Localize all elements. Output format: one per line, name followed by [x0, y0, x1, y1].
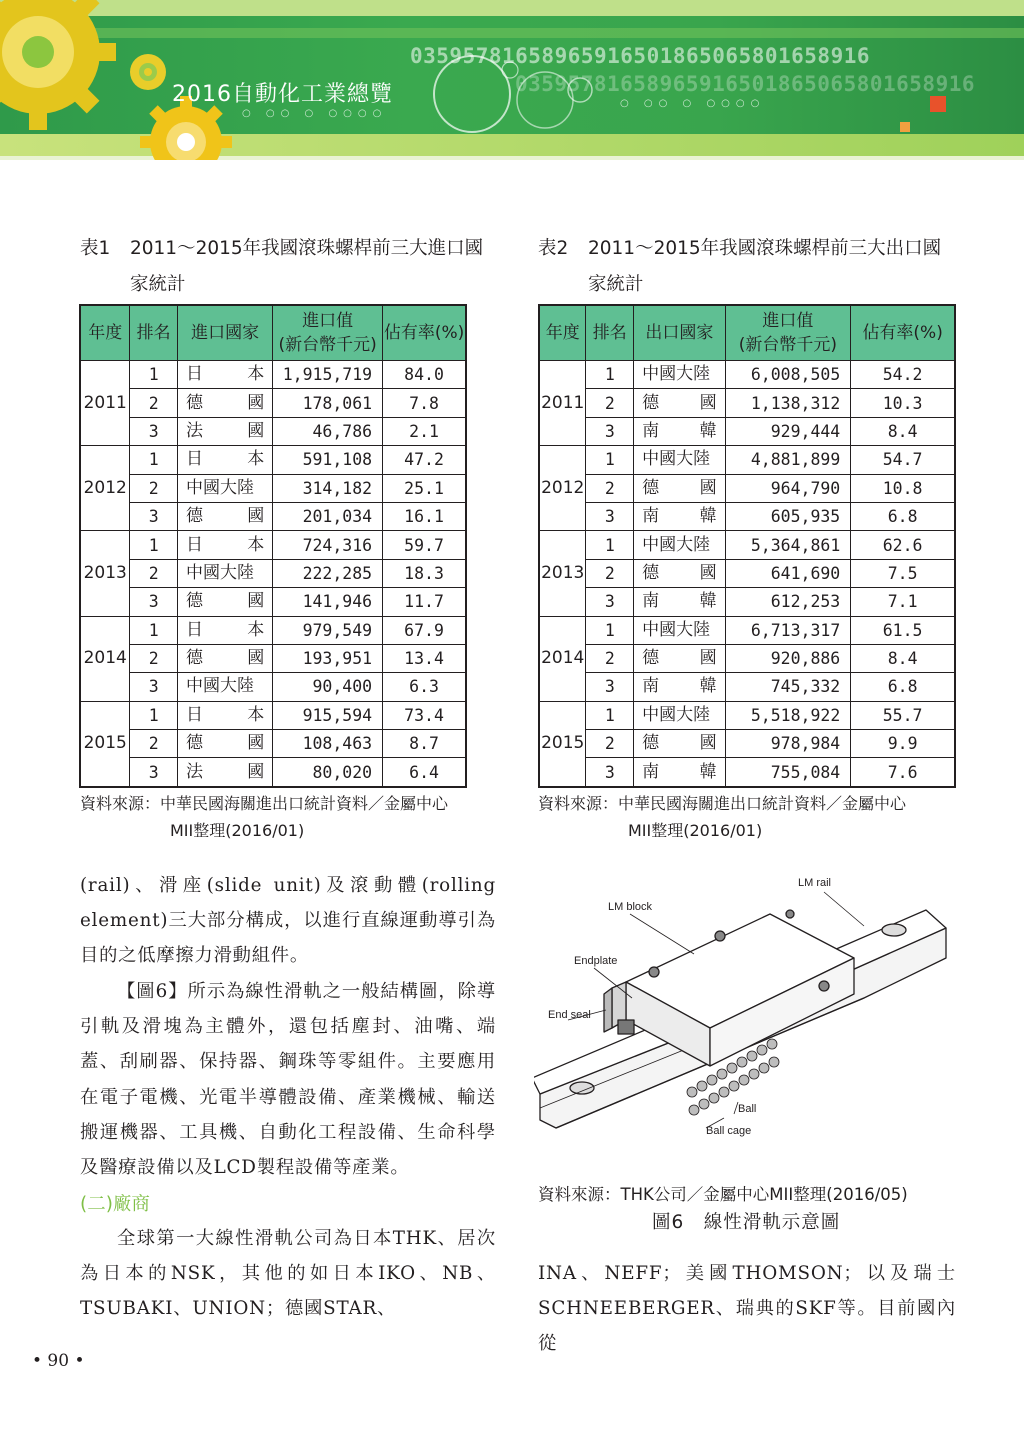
section-heading-vendors: (二)廠商	[80, 1194, 150, 1215]
banner-digits-1: 0359578165896591650186506580165891​6	[410, 44, 871, 68]
country-cell: 德 國	[634, 559, 725, 587]
label-end-seal: End seal	[548, 1009, 591, 1021]
share-cell: 54.7	[851, 446, 955, 474]
country-cell: 德 國	[177, 644, 272, 672]
rank-cell: 2	[130, 644, 178, 672]
value-cell: 90,400	[273, 673, 383, 701]
table-row	[80, 361, 466, 389]
table1-source	[80, 790, 448, 844]
country-cell: 南 韓	[634, 588, 725, 616]
table-row	[80, 531, 466, 559]
header-value-line1: 進口值	[302, 311, 354, 331]
table-row	[539, 417, 955, 445]
value-cell: 6,008,505	[725, 361, 851, 389]
rank-cell: 3	[586, 588, 634, 616]
table-row	[539, 502, 955, 530]
value-cell: 178,061	[273, 389, 383, 417]
year-cell: 2012	[539, 446, 586, 531]
header-rank: 排名	[130, 305, 178, 361]
year-cell: 2013	[539, 531, 586, 616]
country-cell: 南 韓	[634, 673, 725, 701]
year-cell: 2011	[80, 361, 130, 446]
country-cell: 日 本	[177, 361, 272, 389]
label-ball-cage: Ball cage	[706, 1125, 752, 1137]
table1-source-line1: 資料來源：中華民國海關進出口統計資料／金屬中心	[80, 794, 449, 813]
body-paragraph-4: INA、NEFF；美國THOMSON；以及瑞士SCHNEEBERGER、瑞典的SKF等。目前國內從	[538, 1263, 956, 1355]
share-cell: 6.8	[851, 502, 955, 530]
year-cell: 2015	[80, 701, 130, 787]
table2-source-line2: MII整理(2016/01)	[628, 821, 763, 840]
rank-cell: 2	[130, 474, 178, 502]
share-cell: 6.3	[383, 673, 466, 701]
rank-cell: 3	[130, 588, 178, 616]
linear-guide-diagram	[534, 870, 960, 1170]
header-share: 佔有率(%)	[383, 305, 466, 361]
table-row	[539, 644, 955, 672]
table-row	[539, 389, 955, 417]
table1-caption-num: 表1	[80, 238, 111, 259]
rank-cell: 3	[586, 502, 634, 530]
country-cell: 中國大陸	[634, 616, 725, 644]
value-cell: 201,034	[273, 502, 383, 530]
figure-caption: 圖6 線性滑軌示意圖	[652, 1212, 841, 1233]
rank-cell: 2	[586, 730, 634, 758]
share-cell: 67.9	[383, 616, 466, 644]
value-cell: 724,316	[273, 531, 383, 559]
rank-cell: 3	[586, 673, 634, 701]
header-value-line1: 進口值	[762, 311, 814, 331]
table-row	[80, 701, 466, 729]
share-cell: 2.1	[383, 417, 466, 445]
rank-cell: 1	[130, 616, 178, 644]
country-cell: 日 本	[177, 616, 272, 644]
table-row	[539, 758, 955, 787]
country-cell: 日 本	[177, 531, 272, 559]
label-ball: Ball	[738, 1103, 757, 1115]
rank-cell: 1	[130, 701, 178, 729]
country-cell: 中國大陸	[177, 673, 272, 701]
share-cell: 10.8	[851, 474, 955, 502]
table1-source-line2: MII整理(2016/01)	[170, 821, 305, 840]
country-cell: 德 國	[634, 389, 725, 417]
table-row	[80, 588, 466, 616]
table-row	[80, 673, 466, 701]
table-row	[80, 446, 466, 474]
header-share: 佔有率(%)	[851, 305, 955, 361]
year-cell: 2014	[80, 616, 130, 701]
value-cell: 222,285	[273, 559, 383, 587]
value-cell: 314,182	[273, 474, 383, 502]
value-cell: 745,332	[725, 673, 851, 701]
value-cell: 6,713,317	[725, 616, 851, 644]
share-cell: 54.2	[851, 361, 955, 389]
header-rank: 排名	[586, 305, 634, 361]
share-cell: 8.7	[383, 730, 466, 758]
rank-cell: 2	[586, 474, 634, 502]
table-row	[80, 730, 466, 758]
share-cell: 16.1	[383, 502, 466, 530]
table-row	[80, 559, 466, 587]
share-cell: 7.6	[851, 758, 955, 787]
rank-cell: 2	[586, 559, 634, 587]
country-cell: 德 國	[177, 502, 272, 530]
share-cell: 8.4	[851, 417, 955, 445]
figure-source: 資料來源：THK公司／金屬中心MII整理(2016/05)	[538, 1185, 908, 1204]
value-cell: 5,364,861	[725, 531, 851, 559]
country-cell: 德 國	[634, 644, 725, 672]
header-value-line2: (新台幣千元)	[738, 335, 838, 355]
rank-cell: 1	[130, 361, 178, 389]
share-cell: 59.7	[383, 531, 466, 559]
country-cell: 德 國	[177, 389, 272, 417]
year-cell: 2015	[539, 701, 586, 787]
table2-source	[538, 790, 906, 844]
rank-cell: 1	[130, 446, 178, 474]
table1-caption-line2: 家統計	[130, 274, 186, 295]
table-row	[539, 474, 955, 502]
header-value	[725, 305, 851, 361]
table-row	[80, 616, 466, 644]
rank-cell: 1	[586, 446, 634, 474]
banner-square-orange	[900, 122, 910, 132]
rank-cell: 1	[586, 616, 634, 644]
value-cell: 612,253	[725, 588, 851, 616]
header-year: 年度	[539, 305, 586, 361]
rank-cell: 3	[130, 673, 178, 701]
rank-cell: 1	[586, 361, 634, 389]
banner-dots-left: ○ ○○ ○ ○○○○	[242, 108, 388, 119]
page-number: • 90 •	[32, 1351, 85, 1371]
table-row	[80, 417, 466, 445]
export-table	[538, 304, 956, 788]
rank-cell: 3	[130, 758, 178, 787]
country-cell: 中國大陸	[634, 701, 725, 729]
table-row	[539, 673, 955, 701]
rank-cell: 3	[130, 417, 178, 445]
table1-caption-line1: 2011～2015年我國滾珠螺桿前三大進口國	[130, 238, 484, 259]
header-country: 出口國家	[634, 305, 725, 361]
table-row	[539, 559, 955, 587]
rank-cell: 1	[586, 701, 634, 729]
rank-cell: 2	[586, 389, 634, 417]
value-cell: 929,444	[725, 417, 851, 445]
share-cell: 55.7	[851, 701, 955, 729]
year-cell: 2011	[539, 361, 586, 446]
rank-cell: 2	[586, 644, 634, 672]
value-cell: 964,790	[725, 474, 851, 502]
table2-caption-num: 表2	[538, 238, 569, 259]
country-cell: 南 韓	[634, 758, 725, 787]
value-cell: 80,020	[273, 758, 383, 787]
header-banner	[0, 0, 1024, 160]
body-paragraph-3: 全球第一大線性滑軌公司為日本THK、居次為日本的NSK，其他的如日本IKO、NB、TSUBAKI、UNION；德國STAR、	[80, 1228, 496, 1320]
table-row	[80, 758, 466, 787]
table-row	[539, 730, 955, 758]
banner-dots-right: ○ ○○ ○ ○○○○	[620, 98, 766, 109]
country-cell: 德 國	[177, 730, 272, 758]
share-cell: 10.3	[851, 389, 955, 417]
country-cell: 日 本	[177, 701, 272, 729]
value-cell: 915,594	[273, 701, 383, 729]
country-cell: 德 國	[634, 730, 725, 758]
rank-cell: 1	[130, 531, 178, 559]
table-header-row	[80, 305, 466, 361]
table-row	[539, 446, 955, 474]
header-country: 進口國家	[177, 305, 272, 361]
rank-cell: 3	[130, 502, 178, 530]
rank-cell: 2	[130, 559, 178, 587]
value-cell: 641,690	[725, 559, 851, 587]
value-cell: 1,138,312	[725, 389, 851, 417]
body-paragraph-1: (rail)、滑座(slide unit)及滾動體(rolling element)三大部分構成，以進行直線運動導引為目的之低摩擦力滑動組件。	[80, 875, 496, 967]
value-cell: 193,951	[273, 644, 383, 672]
header-value-line2: (新台幣千元)	[278, 335, 377, 355]
table-row	[80, 502, 466, 530]
country-cell: 南 韓	[634, 417, 725, 445]
country-cell: 日 本	[177, 446, 272, 474]
share-cell: 7.5	[851, 559, 955, 587]
table-row	[80, 474, 466, 502]
share-cell: 9.9	[851, 730, 955, 758]
banner-square-red	[930, 96, 946, 112]
table2-caption-line1: 2011～2015年我國滾珠螺桿前三大出口國	[588, 238, 942, 259]
body-paragraph-2: 【圖6】所示為線性滑軌之一般結構圖，除導引軌及滑塊為主體外，還包括塵封、油嘴、端蓋、刮刷器、保持器、鋼珠等零組件。主要應用在電子電機、光電半導體設備、產業機械、輸送搬運機器、工具機、自動化工程設備、生命科學及醫療設備以及LCD製程設備等產業。	[80, 981, 496, 1179]
country-cell: 中國大陸	[634, 446, 725, 474]
share-cell: 13.4	[383, 644, 466, 672]
share-cell: 7.8	[383, 389, 466, 417]
value-cell: 755,084	[725, 758, 851, 787]
import-table	[79, 304, 467, 788]
share-cell: 6.4	[383, 758, 466, 787]
table-row	[539, 616, 955, 644]
table2-caption-line2: 家統計	[588, 274, 644, 295]
label-endplate: Endplate	[574, 955, 618, 967]
value-cell: 979,549	[273, 616, 383, 644]
rank-cell: 2	[130, 389, 178, 417]
header-year: 年度	[80, 305, 130, 361]
header-value	[273, 305, 383, 361]
table-row	[539, 588, 955, 616]
share-cell: 25.1	[383, 474, 466, 502]
table2-caption	[538, 231, 968, 303]
value-cell: 46,786	[273, 417, 383, 445]
value-cell: 920,886	[725, 644, 851, 672]
share-cell: 84.0	[383, 361, 466, 389]
share-cell: 8.4	[851, 644, 955, 672]
value-cell: 591,108	[273, 446, 383, 474]
share-cell: 73.4	[383, 701, 466, 729]
share-cell: 18.3	[383, 559, 466, 587]
value-cell: 1,915,719	[273, 361, 383, 389]
share-cell: 62.6	[851, 531, 955, 559]
banner-title: 2016自動化工業總覽	[172, 82, 393, 107]
table-row	[80, 389, 466, 417]
share-cell: 47.2	[383, 446, 466, 474]
table1-caption	[80, 231, 510, 303]
value-cell: 605,935	[725, 502, 851, 530]
year-cell: 2012	[80, 446, 130, 531]
rank-cell: 3	[586, 417, 634, 445]
value-cell: 141,946	[273, 588, 383, 616]
rank-cell: 1	[586, 531, 634, 559]
year-cell: 2014	[539, 616, 586, 701]
country-cell: 中國大陸	[634, 361, 725, 389]
value-cell: 5,518,922	[725, 701, 851, 729]
share-cell: 61.5	[851, 616, 955, 644]
country-cell: 德 國	[634, 474, 725, 502]
share-cell: 7.1	[851, 588, 955, 616]
table-row	[80, 644, 466, 672]
share-cell: 11.7	[383, 588, 466, 616]
table2-source-line1: 資料來源：中華民國海關進出口統計資料／金屬中心	[538, 794, 907, 813]
value-cell: 108,463	[273, 730, 383, 758]
label-lm-rail: LM rail	[798, 877, 832, 889]
banner-digits-2: 03595781658965916501865065801658916	[515, 72, 976, 96]
country-cell: 德 國	[177, 588, 272, 616]
year-cell: 2013	[80, 531, 130, 616]
table-header-row	[539, 305, 955, 361]
country-cell: 法 國	[177, 758, 272, 787]
country-cell: 中國大陸	[177, 559, 272, 587]
label-lm-block: LM block	[608, 901, 653, 913]
share-cell: 6.8	[851, 673, 955, 701]
country-cell: 法 國	[177, 417, 272, 445]
country-cell: 中國大陸	[177, 474, 272, 502]
table-row	[539, 361, 955, 389]
value-cell: 978,984	[725, 730, 851, 758]
country-cell: 中國大陸	[634, 531, 725, 559]
table-row	[539, 701, 955, 729]
table-row	[539, 531, 955, 559]
value-cell: 4,881,899	[725, 446, 851, 474]
rank-cell: 3	[586, 758, 634, 787]
country-cell: 南 韓	[634, 502, 725, 530]
rank-cell: 2	[130, 730, 178, 758]
